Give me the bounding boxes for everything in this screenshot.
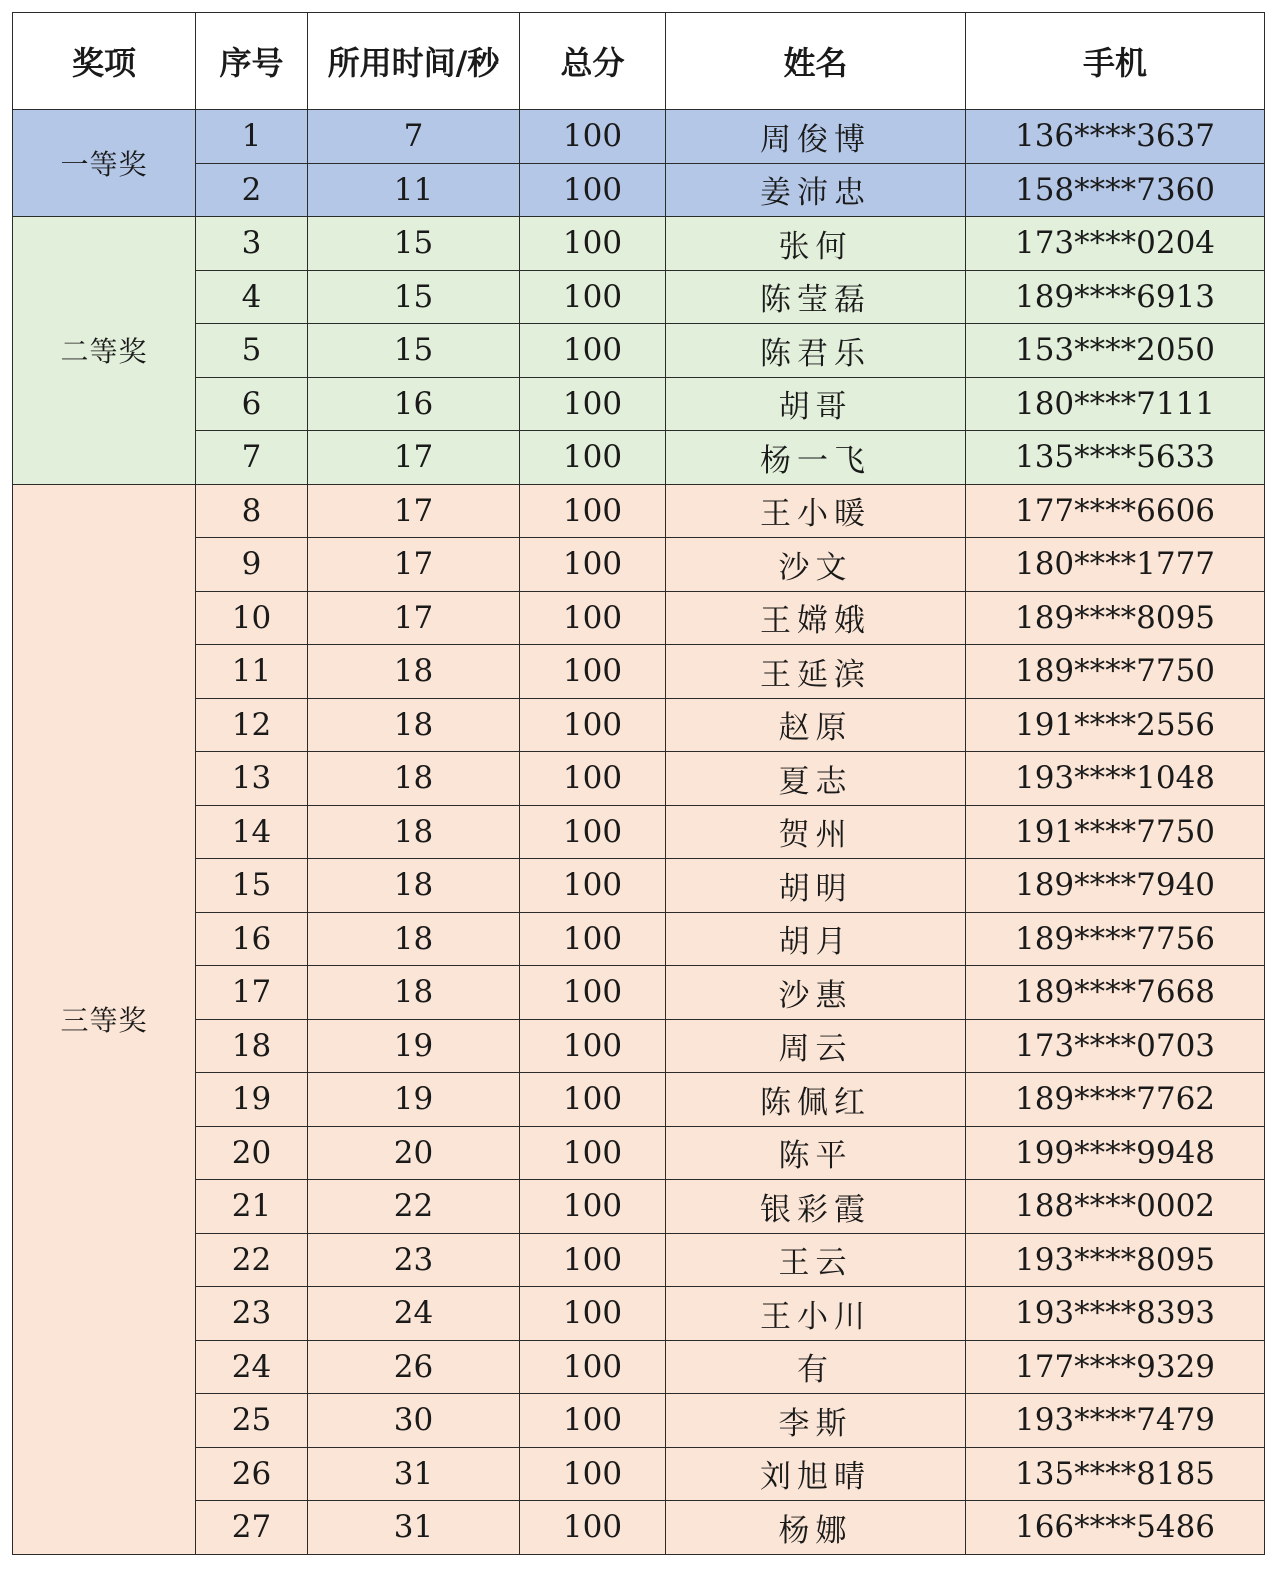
table-row — [13, 1447, 1265, 1501]
time-cell: 17 — [308, 538, 520, 592]
table-row — [13, 1180, 1265, 1234]
phone-cell: 158****7360 — [966, 163, 1265, 217]
number-cell: 27 — [196, 1501, 308, 1555]
time-cell: 23 — [308, 1233, 520, 1287]
score-cell: 100 — [520, 163, 666, 217]
table-row — [13, 538, 1265, 592]
number-cell: 5 — [196, 324, 308, 378]
number-cell: 6 — [196, 377, 308, 431]
name-cell: 陈平 — [666, 1126, 966, 1180]
score-cell: 100 — [520, 1394, 666, 1448]
name-cell: 姜沛忠 — [666, 163, 966, 217]
number-cell: 2 — [196, 163, 308, 217]
table-header — [13, 13, 1265, 110]
phone-cell: 177****9329 — [966, 1340, 1265, 1394]
score-cell: 100 — [520, 1287, 666, 1341]
name-cell: 有 — [666, 1340, 966, 1394]
time-cell: 30 — [308, 1394, 520, 1448]
time-cell: 18 — [308, 805, 520, 859]
time-cell: 18 — [308, 966, 520, 1020]
phone-cell: 180****1777 — [966, 538, 1265, 592]
time-cell: 15 — [308, 217, 520, 271]
score-cell: 100 — [520, 805, 666, 859]
name-cell: 杨一飞 — [666, 431, 966, 485]
number-cell: 1 — [196, 110, 308, 164]
name-cell: 陈莹磊 — [666, 270, 966, 324]
table-row — [13, 1126, 1265, 1180]
score-cell: 100 — [520, 591, 666, 645]
header-time: 所用时间/秒 — [308, 13, 520, 110]
phone-cell: 189****7756 — [966, 912, 1265, 966]
name-cell: 刘旭晴 — [666, 1447, 966, 1501]
number-cell: 4 — [196, 270, 308, 324]
name-cell: 胡月 — [666, 912, 966, 966]
number-cell: 13 — [196, 752, 308, 806]
number-cell: 17 — [196, 966, 308, 1020]
time-cell: 31 — [308, 1447, 520, 1501]
time-cell: 19 — [308, 1019, 520, 1073]
table-row — [13, 431, 1265, 485]
phone-cell: 173****0204 — [966, 217, 1265, 271]
table-row — [13, 645, 1265, 699]
table-row — [13, 484, 1265, 538]
phone-cell: 199****9948 — [966, 1126, 1265, 1180]
table-row — [13, 591, 1265, 645]
header-score: 总分 — [520, 13, 666, 110]
phone-cell: 136****3637 — [966, 110, 1265, 164]
number-cell: 9 — [196, 538, 308, 592]
name-cell: 王嫦娥 — [666, 591, 966, 645]
score-cell: 100 — [520, 1073, 666, 1127]
phone-cell: 191****7750 — [966, 805, 1265, 859]
number-cell: 10 — [196, 591, 308, 645]
phone-cell: 189****7668 — [966, 966, 1265, 1020]
prize-cell: 二等奖 — [13, 217, 196, 485]
number-cell: 7 — [196, 431, 308, 485]
name-cell: 沙文 — [666, 538, 966, 592]
table-row — [13, 1073, 1265, 1127]
phone-cell: 193****8095 — [966, 1233, 1265, 1287]
name-cell: 赵原 — [666, 698, 966, 752]
time-cell: 19 — [308, 1073, 520, 1127]
table-row — [13, 966, 1265, 1020]
score-cell: 100 — [520, 1180, 666, 1234]
time-cell: 24 — [308, 1287, 520, 1341]
score-cell: 100 — [520, 377, 666, 431]
header-row — [13, 13, 1265, 110]
table-row — [13, 912, 1265, 966]
time-cell: 15 — [308, 270, 520, 324]
time-cell: 18 — [308, 752, 520, 806]
table-row — [13, 698, 1265, 752]
header-name: 姓名 — [666, 13, 966, 110]
score-cell: 100 — [520, 698, 666, 752]
table-row — [13, 1340, 1265, 1394]
prize-cell: 三等奖 — [13, 484, 196, 1554]
score-cell: 100 — [520, 1501, 666, 1555]
name-cell: 周云 — [666, 1019, 966, 1073]
number-cell: 8 — [196, 484, 308, 538]
number-cell: 14 — [196, 805, 308, 859]
score-cell: 100 — [520, 484, 666, 538]
name-cell: 王小暖 — [666, 484, 966, 538]
name-cell: 张何 — [666, 217, 966, 271]
number-cell: 22 — [196, 1233, 308, 1287]
table-row — [13, 324, 1265, 378]
score-cell: 100 — [520, 431, 666, 485]
name-cell: 王小川 — [666, 1287, 966, 1341]
table-row — [13, 859, 1265, 913]
number-cell: 26 — [196, 1447, 308, 1501]
name-cell: 夏志 — [666, 752, 966, 806]
time-cell: 18 — [308, 859, 520, 913]
phone-cell: 180****7111 — [966, 377, 1265, 431]
time-cell: 16 — [308, 377, 520, 431]
number-cell: 20 — [196, 1126, 308, 1180]
table-row — [13, 1394, 1265, 1448]
score-cell: 100 — [520, 1447, 666, 1501]
time-cell: 22 — [308, 1180, 520, 1234]
prize-cell: 一等奖 — [13, 110, 196, 217]
header-prize: 奖项 — [13, 13, 196, 110]
number-cell: 3 — [196, 217, 308, 271]
table-body — [13, 110, 1265, 1555]
name-cell: 贺州 — [666, 805, 966, 859]
header-phone: 手机 — [966, 13, 1265, 110]
score-cell: 100 — [520, 912, 666, 966]
score-cell: 100 — [520, 1233, 666, 1287]
name-cell: 陈佩红 — [666, 1073, 966, 1127]
table-row — [13, 805, 1265, 859]
table-row — [13, 1233, 1265, 1287]
table-row — [13, 1019, 1265, 1073]
phone-cell: 193****8393 — [966, 1287, 1265, 1341]
time-cell: 31 — [308, 1501, 520, 1555]
phone-cell: 193****7479 — [966, 1394, 1265, 1448]
name-cell: 银彩霞 — [666, 1180, 966, 1234]
time-cell: 20 — [308, 1126, 520, 1180]
phone-cell: 135****8185 — [966, 1447, 1265, 1501]
score-cell: 100 — [520, 1019, 666, 1073]
phone-cell: 173****0703 — [966, 1019, 1265, 1073]
number-cell: 19 — [196, 1073, 308, 1127]
score-cell: 100 — [520, 110, 666, 164]
time-cell: 18 — [308, 645, 520, 699]
phone-cell: 135****5633 — [966, 431, 1265, 485]
score-cell: 100 — [520, 1126, 666, 1180]
table-row — [13, 163, 1265, 217]
score-cell: 100 — [520, 752, 666, 806]
number-cell: 15 — [196, 859, 308, 913]
phone-cell: 189****8095 — [966, 591, 1265, 645]
score-cell: 100 — [520, 270, 666, 324]
score-cell: 100 — [520, 324, 666, 378]
header-number: 序号 — [196, 13, 308, 110]
name-cell: 李斯 — [666, 1394, 966, 1448]
name-cell: 沙惠 — [666, 966, 966, 1020]
time-cell: 11 — [308, 163, 520, 217]
number-cell: 18 — [196, 1019, 308, 1073]
number-cell: 24 — [196, 1340, 308, 1394]
table-row — [13, 217, 1265, 271]
phone-cell: 189****7940 — [966, 859, 1265, 913]
score-cell: 100 — [520, 645, 666, 699]
score-cell: 100 — [520, 217, 666, 271]
number-cell: 25 — [196, 1394, 308, 1448]
score-cell: 100 — [520, 1340, 666, 1394]
name-cell: 胡哥 — [666, 377, 966, 431]
score-cell: 100 — [520, 538, 666, 592]
table-row — [13, 110, 1265, 164]
phone-cell: 166****5486 — [966, 1501, 1265, 1555]
table-row — [13, 377, 1265, 431]
table-row — [13, 1501, 1265, 1555]
score-cell: 100 — [520, 966, 666, 1020]
phone-cell: 177****6606 — [966, 484, 1265, 538]
name-cell: 陈君乐 — [666, 324, 966, 378]
time-cell: 7 — [308, 110, 520, 164]
phone-cell: 193****1048 — [966, 752, 1265, 806]
time-cell: 15 — [308, 324, 520, 378]
number-cell: 21 — [196, 1180, 308, 1234]
name-cell: 杨娜 — [666, 1501, 966, 1555]
time-cell: 17 — [308, 431, 520, 485]
phone-cell: 153****2050 — [966, 324, 1265, 378]
name-cell: 王延滨 — [666, 645, 966, 699]
number-cell: 23 — [196, 1287, 308, 1341]
time-cell: 18 — [308, 912, 520, 966]
score-cell: 100 — [520, 859, 666, 913]
table-row — [13, 752, 1265, 806]
phone-cell: 189****7762 — [966, 1073, 1265, 1127]
time-cell: 26 — [308, 1340, 520, 1394]
phone-cell: 188****0002 — [966, 1180, 1265, 1234]
phone-cell: 189****7750 — [966, 645, 1265, 699]
phone-cell: 191****2556 — [966, 698, 1265, 752]
phone-cell: 189****6913 — [966, 270, 1265, 324]
name-cell: 周俊博 — [666, 110, 966, 164]
number-cell: 11 — [196, 645, 308, 699]
name-cell: 胡明 — [666, 859, 966, 913]
name-cell: 王云 — [666, 1233, 966, 1287]
number-cell: 16 — [196, 912, 308, 966]
table-row — [13, 270, 1265, 324]
awards-table — [12, 12, 1265, 1555]
number-cell: 12 — [196, 698, 308, 752]
time-cell: 17 — [308, 484, 520, 538]
table-row — [13, 1287, 1265, 1341]
time-cell: 17 — [308, 591, 520, 645]
time-cell: 18 — [308, 698, 520, 752]
